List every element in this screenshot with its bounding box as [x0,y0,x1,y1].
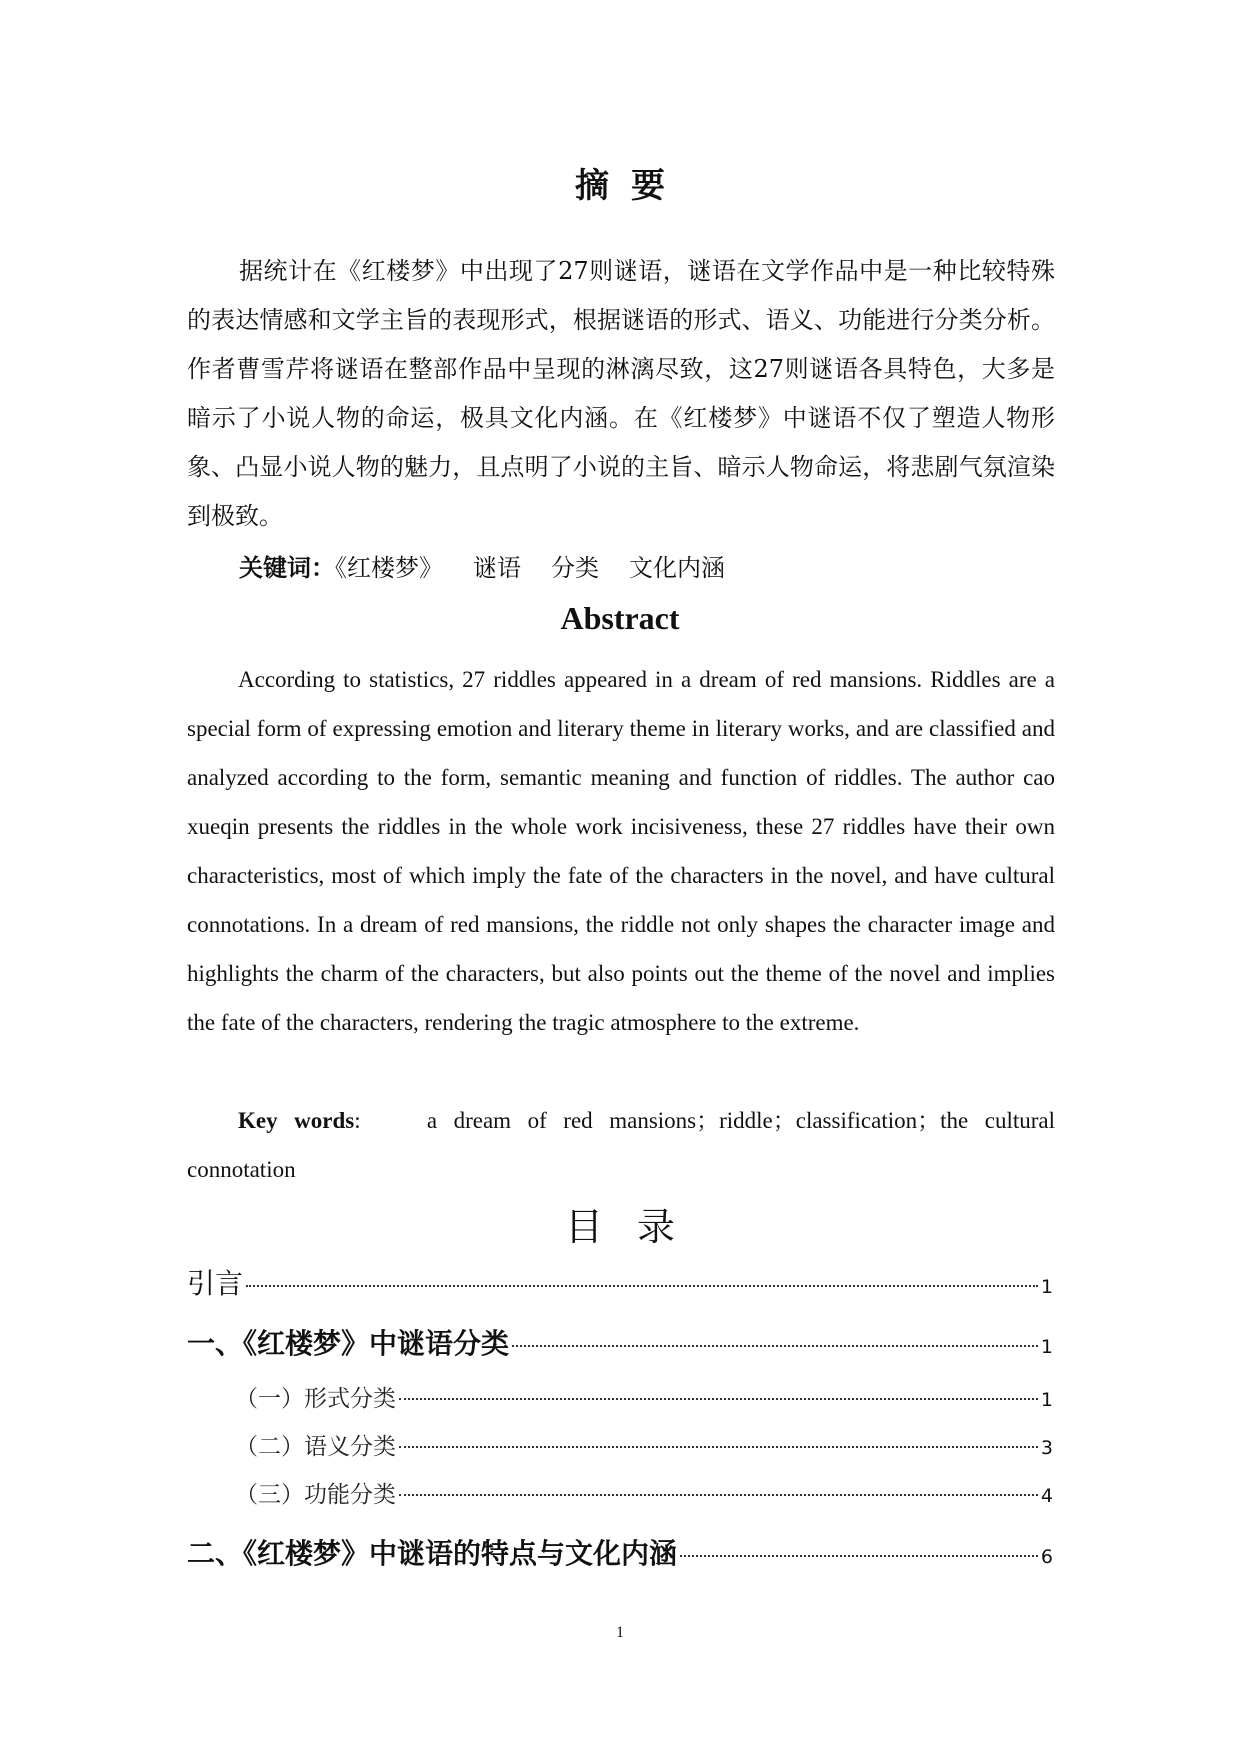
english-keywords-label: Key words [238,1108,355,1133]
english-abstract-title: Abstract [560,600,680,636]
english-keywords-line [187,1096,1055,1194]
chinese-abstract-body: 据统计在《红楼梦》中出现了27则谜语，谜语在文学作品中是一种比较特殊的表达情感和文学主旨的表现形式，根据谜语的形式、语义、功能进行分类分析。作者曹雪芹将谜语在整部作品中呈现的淋漓尽致，这27则谜语各具特色，大多是暗示了小说人物的命运，极具文化内涵。在《红楼梦》中谜语不仅了塑造人物形象、凸显小说人物的魅力，且点明了小说的主旨、暗示人物命运，将悲剧气氛渲染到极致。 [187,257,1055,530]
toc-entry-page: 4 [1040,1485,1053,1507]
toc-entry[interactable] [235,1380,1053,1413]
toc-entry-page: 1 [1040,1389,1053,1411]
page-number: 1 [616,1624,624,1641]
toc-entry-label: （一）形式分类 [235,1386,396,1412]
toc-dot-leader [399,1446,1038,1448]
toc-entry-label: （三）功能分类 [235,1482,396,1508]
chinese-keyword: 《红楼梦》 [335,554,443,582]
toc-entry-page: 3 [1040,1437,1053,1459]
toc-entry[interactable] [187,1532,1053,1572]
toc-dot-leader [246,1285,1038,1287]
toc-entry[interactable] [187,1262,1053,1302]
chinese-keywords-label: 关键词： [239,553,335,582]
chinese-keywords-line [239,548,755,588]
toc-entry[interactable] [235,1428,1053,1461]
toc-dot-leader [512,1345,1038,1347]
english-abstract-body: According to statistics, 27 riddles appeared in a dream of red mansions. Riddles are a special form of expressing emotion and literary theme in literary works, and are classified and analyzed according to the form, semantic meaning and function of riddles. The author cao xueqin presents the riddles in the whole work incisiveness, these 27 riddles have their own characteristics, most of which imply the fate of the characters in the novel, and have cultural connotations. In a dream of red mansions, the riddle not only shapes the character image and highlights the charm of the characters, but also points out the theme of the novel and implies the fate of the characters, rendering the tragic atmosphere to the extreme. [187,667,1055,1035]
toc-entry-label: 二、《红楼梦》中谜语的特点与文化内涵 [187,1537,678,1570]
chinese-abstract-title: 摘要 [575,166,687,206]
english-keywords-text: a dream of red mansions；riddle；classification；the cultural connotation [187,1108,1055,1182]
toc-dot-leader [399,1494,1038,1496]
english-keywords-colon: : [354,1108,361,1133]
chinese-keyword: 文化内涵 [629,554,725,582]
chinese-keyword: 分类 [551,554,599,582]
toc-entry-page: 6 [1040,1546,1053,1568]
toc-entry[interactable] [235,1476,1053,1509]
toc-entry[interactable] [187,1322,1053,1362]
chinese-keyword: 谜语 [473,554,521,582]
toc-dot-leader [399,1398,1038,1400]
toc-entry-label: （二）语义分类 [235,1434,396,1460]
toc-entry-page: 1 [1040,1336,1053,1358]
toc-title: 目录 [564,1205,709,1249]
toc-entry-page: 1 [1040,1276,1053,1298]
toc-dot-leader [680,1555,1038,1557]
toc-entry-label: 引言 [187,1267,244,1300]
toc-entry-label: 一、《红楼梦》中谜语分类 [187,1327,510,1360]
